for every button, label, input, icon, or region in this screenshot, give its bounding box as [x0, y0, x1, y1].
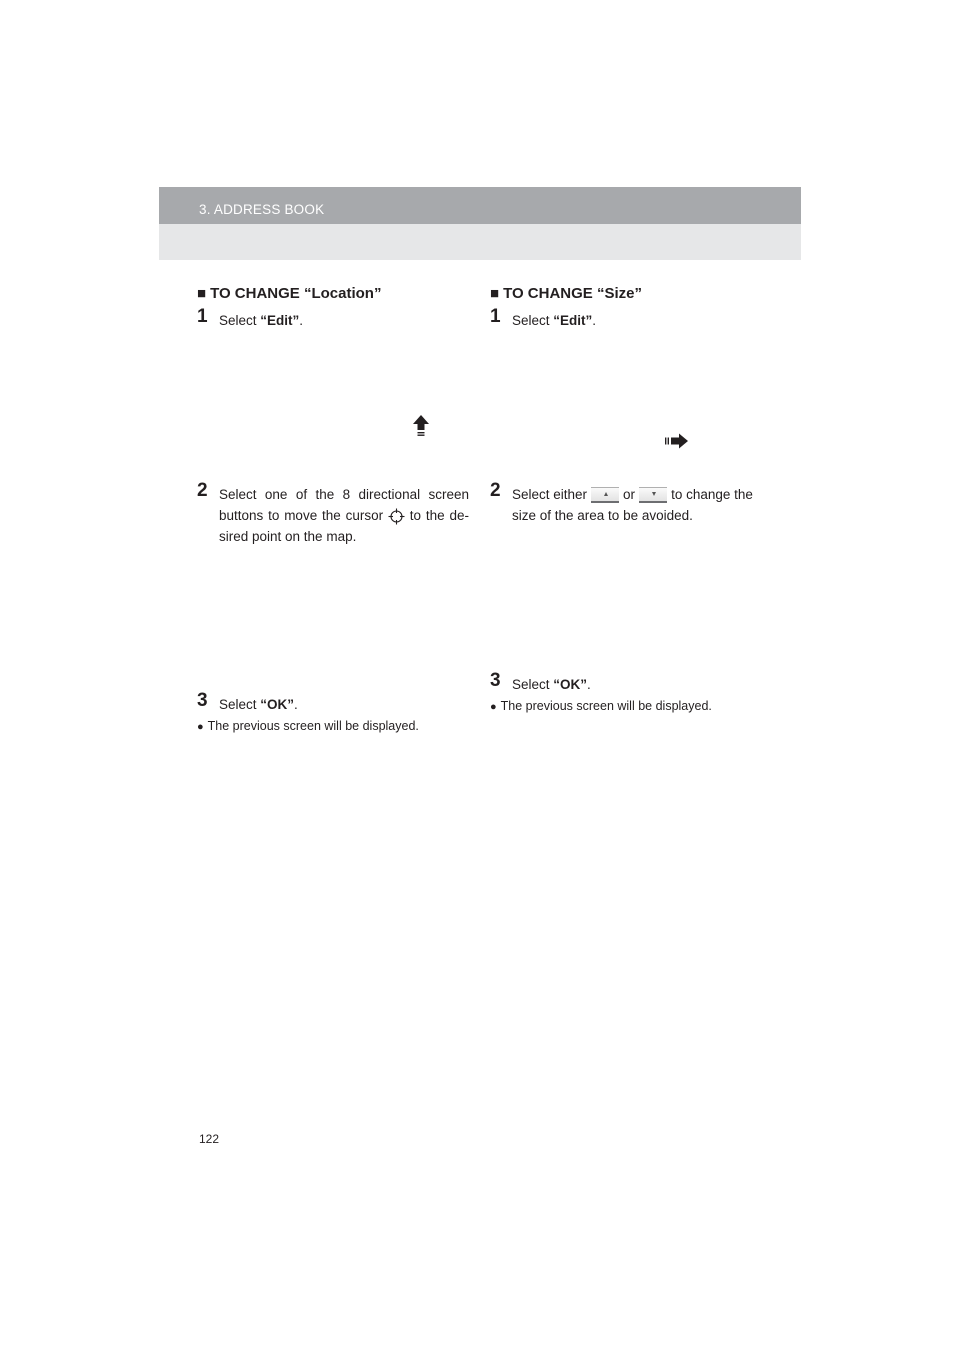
size-increase-button-icon: [591, 487, 619, 503]
bullet-icon: ●: [197, 721, 204, 733]
page-number: 122: [199, 1132, 220, 1146]
up-arrow-icon: [411, 414, 431, 438]
size-step-2: 2 Select either or to change the size of the area to be avoided.: [490, 480, 753, 523]
bullet-icon: ●: [490, 701, 497, 713]
ok-label: “OK”: [260, 697, 295, 712]
section-title: 3. ADDRESS BOOK: [199, 202, 325, 217]
size-heading: ■ TO CHANGE “Size”: [490, 285, 642, 302]
size-note: ● The previous screen will be displayed.: [490, 699, 712, 713]
header-band: [159, 187, 801, 260]
left-column: [197, 283, 469, 733]
header-bar: [159, 187, 801, 224]
heading-marker: ■: [197, 285, 207, 302]
location-note: ● The previous screen will be displayed.: [197, 719, 419, 733]
right-arrow-icon: [664, 433, 690, 449]
step-number: 3: [197, 690, 208, 711]
step-number: 2: [197, 480, 208, 501]
size-step-1: 1 Select “Edit”.: [490, 306, 597, 328]
edit-label: “Edit”: [553, 313, 593, 328]
size-decrease-button-icon: [639, 487, 667, 503]
step-number: 2: [490, 480, 501, 501]
right-column: [490, 283, 760, 713]
step-number: 1: [490, 306, 501, 327]
location-step-1: 1 Select “Edit”.: [197, 306, 304, 328]
location-heading: ■ TO CHANGE “Location”: [197, 285, 382, 302]
size-step-3: 3 Select “OK”.: [490, 670, 591, 692]
crosshair-cursor-icon: [388, 508, 405, 525]
heading-marker: ■: [490, 285, 500, 302]
step-number: 1: [197, 306, 208, 327]
ok-label: “OK”: [553, 677, 588, 692]
edit-label: “Edit”: [260, 313, 300, 328]
step-number: 3: [490, 670, 501, 691]
location-step-2: 2 Select one of the 8 directional screen buttons to move the cursor to the de-sired point on the map.: [197, 480, 469, 544]
location-step-3: 3 Select “OK”.: [197, 690, 298, 712]
